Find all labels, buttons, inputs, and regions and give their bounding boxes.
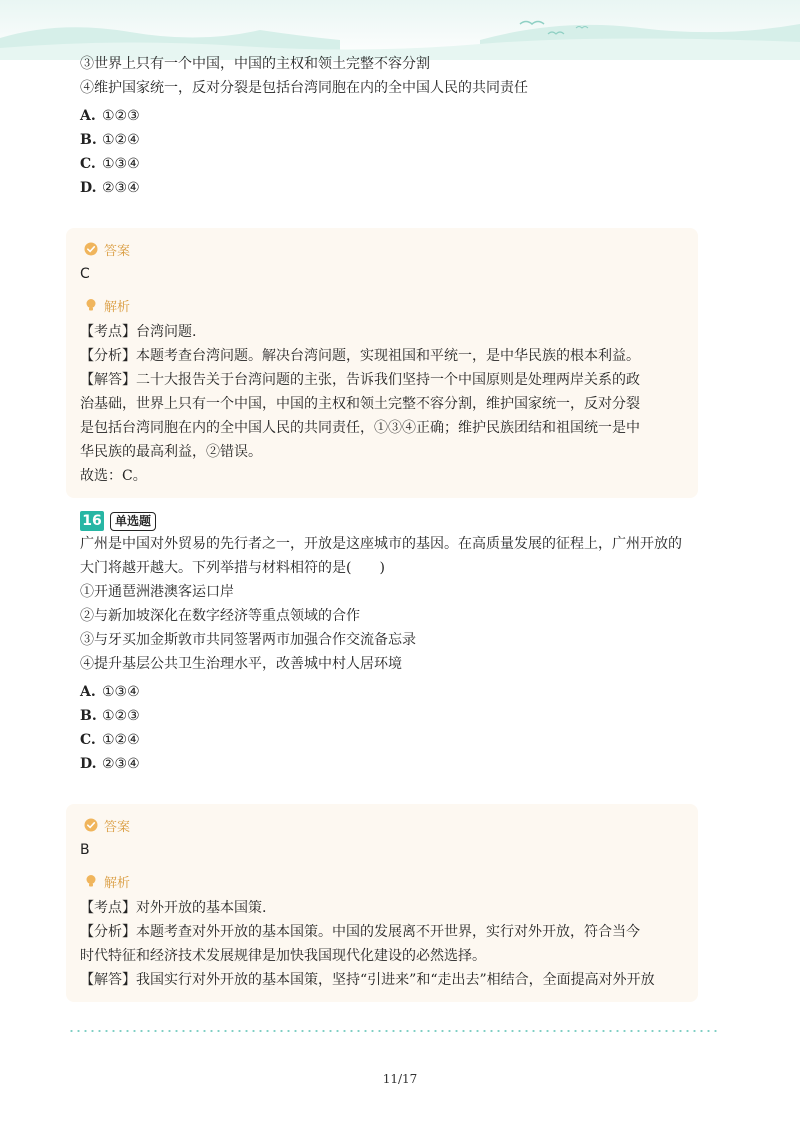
q15-option-b: B. ①②④	[80, 132, 140, 148]
q15-option-a: A. ①②③	[80, 108, 140, 124]
q15-statement-3: ③世界上只有一个中国，中国的主权和领土完整不容分割	[80, 56, 430, 72]
lightbulb-icon	[84, 298, 98, 312]
footer-dotted-divider	[68, 1030, 718, 1032]
page-header-decoration	[0, 0, 800, 60]
q15-analysis-line: 【解答】二十大报告关于台湾问题的主张，告诉我们坚持一个中国原则是处理两岸关系的政	[80, 372, 640, 388]
q16-stem-line: 大门将越开越大。下列举措与材料相符的是( )	[80, 560, 385, 576]
q15-statement-4: ④维护国家统一，反对分裂是包括台湾同胞在内的全中国人民的共同责任	[80, 80, 528, 96]
q16-option-c: C. ①②④	[80, 732, 140, 748]
question-type-badge: 单选题	[110, 512, 156, 531]
q16-answer-tag: 答案	[80, 814, 684, 836]
question-number-badge: 16	[80, 511, 104, 531]
q15-option-d: D. ②③④	[80, 180, 140, 196]
q15-analysis-line: 【分析】本题考查台湾问题。解决台湾问题，实现祖国和平统一，是中华民族的根本利益。	[80, 348, 640, 364]
q15-analysis-line: 是包括台湾同胞在内的全中国人民的共同责任，①③④正确；维护民族团结和祖国统一是中	[80, 420, 640, 436]
q16-statement-2: ②与新加坡深化在数字经济等重点领域的合作	[80, 608, 360, 624]
q16-option-a: A. ①③④	[80, 684, 140, 700]
q16-analysis-line: 【解答】我国实行对外开放的基本国策，坚持“引进来”和“走出去”相结合，全面提高对外开放	[80, 972, 655, 988]
q15-answer-tag: 答案	[80, 238, 684, 260]
q15-option-c: C. ①③④	[80, 156, 140, 172]
q15-answer-value: C	[80, 266, 90, 282]
page-number: 11/17	[382, 1072, 418, 1086]
q16-statement-4: ④提升基层公共卫生治理水平，改善城中村人居环境	[80, 656, 402, 672]
header-landscape-illustration	[0, 0, 800, 60]
q16-analysis-line: 【分析】本题考查对外开放的基本国策。中国的发展离不开世界，实行对外开放，符合当今	[80, 924, 640, 940]
q15-answer-box	[66, 228, 698, 498]
q16-analysis-line: 【考点】对外开放的基本国策.	[80, 900, 267, 916]
q15-analysis-tag: 解析	[80, 294, 684, 316]
q16-stem-line: 广州是中国对外贸易的先行者之一，开放是这座城市的基因。在高质量发展的征程上，广州开放的	[80, 536, 682, 552]
q16-options	[80, 680, 720, 776]
q16-analysis-text	[80, 896, 684, 992]
q15-analysis-line: 故选：C。	[80, 468, 147, 484]
check-circle-icon	[84, 242, 98, 256]
q16-statement-1: ①开通琶洲港澳客运口岸	[80, 584, 234, 600]
page-content	[80, 52, 720, 1002]
q16-analysis-tag: 解析	[80, 870, 684, 892]
lightbulb-icon	[84, 874, 98, 888]
q15-analysis-line: 治基础，世界上只有一个中国，中国的主权和领土完整不容分割，维护国家统一，反对分裂	[80, 396, 640, 412]
check-circle-icon	[84, 818, 98, 832]
q15-analysis-text	[80, 320, 684, 488]
q15-analysis-line: 华民族的最高利益，②错误。	[80, 444, 262, 460]
q16-option-b: B. ①②③	[80, 708, 140, 724]
q16-answer-value: B	[80, 842, 90, 858]
q16-option-d: D. ②③④	[80, 756, 140, 772]
q16-header	[80, 510, 720, 532]
q15-analysis-line: 【考点】台湾问题.	[80, 324, 197, 340]
q15-options	[80, 104, 720, 200]
q16-statement-3: ③与牙买加金斯敦市共同签署两市加强合作交流备忘录	[80, 632, 416, 648]
q16-answer-box	[66, 804, 698, 1002]
q16-analysis-line: 时代特征和经济技术发展规律是加快我国现代化建设的必然选择。	[80, 948, 486, 964]
